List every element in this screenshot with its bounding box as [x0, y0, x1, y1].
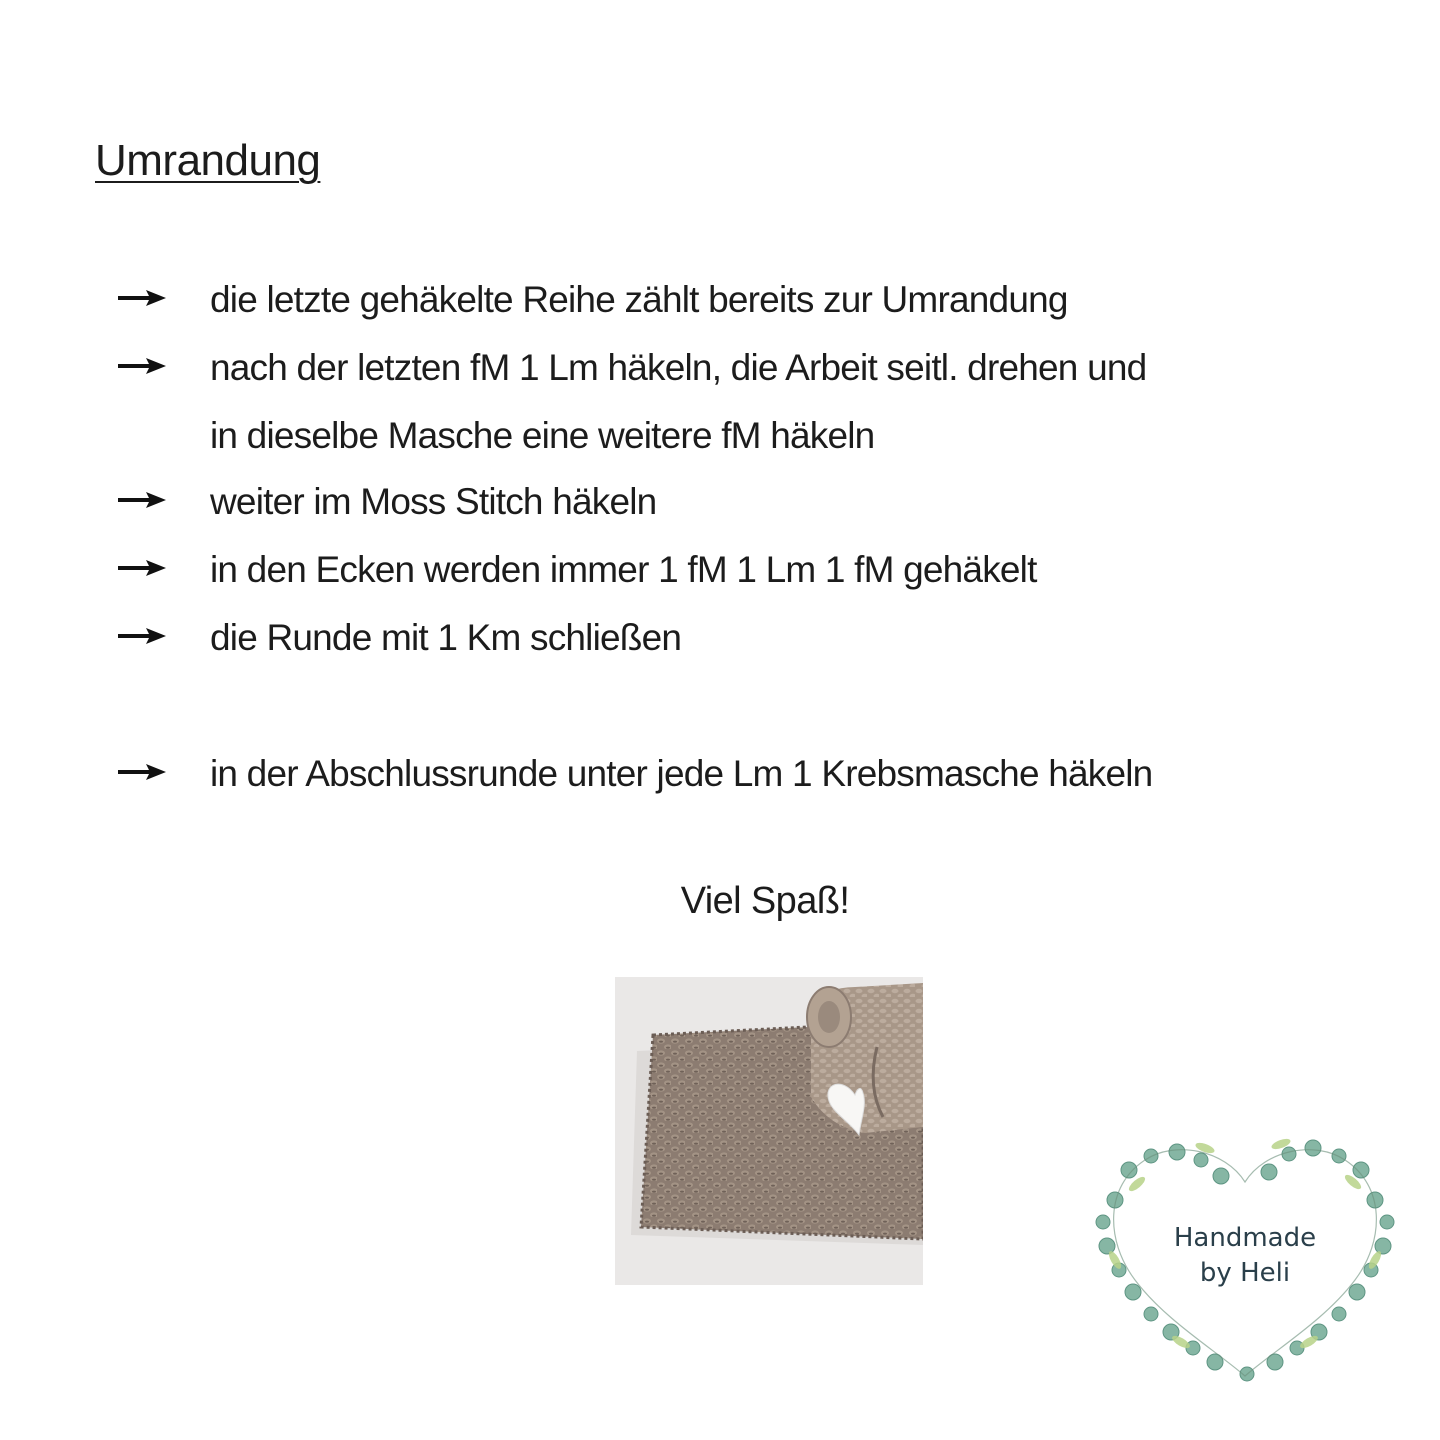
crochet-mat-photo [615, 977, 923, 1285]
list-item-text: nach der letzten fM 1 Lm häkeln, die Arbeit seitl. drehen und [210, 347, 1147, 388]
arrow-right-icon [116, 625, 168, 647]
arrow-right-icon [116, 761, 168, 783]
arrow-right-icon [116, 355, 168, 377]
closing-text: Viel Spaß! [680, 880, 850, 922]
list-item-text: die Runde mit 1 Km schließen [210, 617, 682, 658]
arrow-right-icon [116, 557, 168, 579]
list-item-text: in der Abschlussrunde unter jede Lm 1 Krebsmasche häkeln [210, 753, 1153, 794]
handmade-by-heli-logo [1085, 1120, 1405, 1390]
logo-line-2: by Heli [1199, 1258, 1291, 1288]
list-item-text: weiter im Moss Stitch häkeln [210, 481, 657, 522]
eucalyptus-wreath-icon [1085, 1120, 1405, 1390]
arrow-right-icon [116, 287, 168, 309]
page-heading: Umrandung [95, 136, 321, 185]
list-item-text: die letzte gehäkelte Reihe zählt bereits zur Umrandung [210, 279, 1068, 320]
logo-line-1: Handmade [1173, 1223, 1317, 1253]
list-item-text: in den Ecken werden immer 1 fM 1 Lm 1 fM gehäkelt [210, 549, 1037, 590]
list-item-text-continued: in dieselbe Masche eine weitere fM häkeln [210, 415, 875, 456]
arrow-right-icon [116, 489, 168, 511]
